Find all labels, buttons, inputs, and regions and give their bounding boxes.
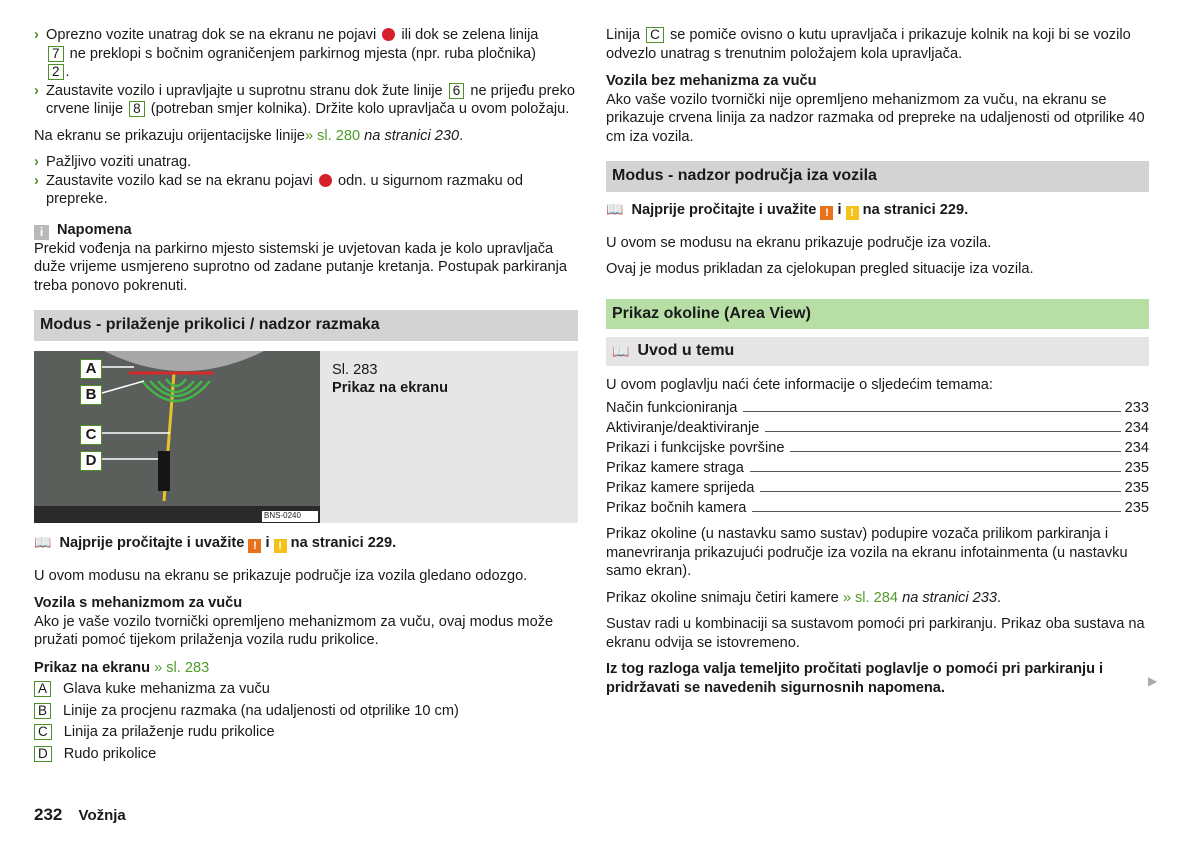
- callout-a: A: [80, 359, 102, 379]
- label-box: 6: [449, 83, 465, 99]
- legend-item: B Linije za procjenu razmaka (na udaljenosti od otprilike 10 cm): [34, 702, 578, 721]
- paragraph: U ovom modusu na ekranu se prikazuje područje iza vozila gledano odozgo.: [34, 567, 528, 584]
- subheading: Vozila s mehanizmom za vuču: [34, 595, 243, 611]
- figure-code: BNS-0240: [264, 510, 301, 520]
- subheading: Vozila bez mehanizma za vuču: [606, 73, 817, 89]
- caution-icon: !: [274, 539, 287, 553]
- book-icon: 📖: [606, 200, 624, 217]
- toc-entry[interactable]: Prikazi i funkcijske površine 234: [606, 439, 1149, 456]
- paragraph: Prikaz okoline snimaju četiri kamere » sl. 284 na stranici 233.: [606, 589, 1002, 606]
- toc-entry[interactable]: Prikaz bočnih kamera 235: [606, 499, 1149, 516]
- legend-item: A Glava kuke mehanizma za vuču: [34, 680, 578, 699]
- paragraph: Ako vaše vozilo tvornički nije opremljeno mehanizmom za vuču, na ekranu se prikazuje crvena linija za nadzor razmaka od prepreke na udaljenosti od otprilike 40 cm iza vozila.: [606, 91, 1145, 145]
- book-icon: 📖: [612, 343, 630, 359]
- bullet-item: › Pažljivo voziti unatrag.: [34, 154, 192, 170]
- legend-title: Prikaz na ekranu » sl. 283: [34, 659, 210, 676]
- paragraph: Linija C se pomiče ovisno o kutu upravljača i prikazuje kolnik na koji bi se vozilo odvezlo unatrag s trenutnim položajem kola upravljača.: [606, 27, 1131, 62]
- legend-item: D Rudo prikolice: [34, 745, 578, 764]
- paragraph: Na ekranu se prikazuju orijentacijske linije» sl. 280 na stranici 230.: [34, 127, 464, 144]
- label-box: 7: [48, 46, 64, 62]
- callout-c: C: [80, 425, 102, 445]
- page-footer: [34, 806, 126, 826]
- bullet-arrow-icon: ›: [34, 172, 39, 189]
- warning-icon: !: [820, 206, 833, 220]
- caution-icon: !: [846, 206, 859, 220]
- note-block: i Napomena Prekid vođenja na parkirno mjesto sistemski je uvjetovan kada je kolo upravljača duže vrijeme usmjereno suprotno od zadane putanje kretanja. Postupak parkiranja treba ponovo pokrenuti.: [34, 221, 567, 294]
- label-box: 8: [129, 101, 145, 117]
- page-number: 232: [34, 805, 63, 824]
- bullet-arrow-icon: ›: [34, 27, 39, 43]
- section-name: Vožnja: [78, 807, 126, 824]
- toc-entry[interactable]: Prikaz kamere straga 235: [606, 459, 1149, 476]
- bullet-arrow-icon: ›: [34, 154, 39, 170]
- paragraph: Sustav radi u kombinaciji sa sustavom pomoći pri parkiranju. Prikaz oba sustava na ekranu odvija se istovremeno.: [606, 616, 1145, 651]
- callout-b: B: [80, 385, 102, 405]
- toc-entry[interactable]: Način funkcioniranja 233: [606, 399, 1149, 416]
- paragraph: U ovom poglavlju naći ćete informacije o sljedećim temama:: [606, 376, 993, 393]
- stop-icon: [319, 174, 332, 187]
- paragraph: Ovaj je modus prikladan za cjelokupan pregled situacije iza vozila.: [606, 261, 1034, 277]
- figure-caption: Sl. 283 Prikaz na ekranu: [332, 361, 448, 396]
- legend-item: C Linija za prilaženje rudu prikolice: [34, 723, 578, 742]
- intro-heading: 📖 Uvod u temu: [606, 337, 1149, 366]
- label-box: C: [646, 27, 664, 43]
- paragraph: Prikaz okoline (u nastavku samo sustav) podupire vozača prilikom parkiranja i manevriranja prikazujući područje iza vozila na ekranu infotainmenta (u nastavku samo ekran).: [606, 526, 1128, 579]
- chapter-heading: Prikaz okoline (Area View): [606, 299, 1149, 330]
- figure-link[interactable]: » sl. 280: [304, 127, 361, 144]
- figure-283: [34, 351, 578, 523]
- bullet-item: › Zaustavite vozilo kad se na ekranu pojavi odn. u sigurnom razmaku od prepreke.: [34, 172, 523, 207]
- paragraph: Ako je vaše vozilo tvornički opremljeno mehanizmom za vuču, ovaj modus može pružati pomoć tijekom prilaženja vozila rudu prikolice.: [34, 613, 554, 648]
- paragraph: U ovom se modusu na ekranu prikazuje područje iza vozila.: [606, 234, 992, 251]
- left-column: [34, 26, 578, 763]
- toc-entry[interactable]: Prikaz kamere sprijeda 235: [606, 479, 1149, 496]
- toc-entry[interactable]: Aktiviranje/deaktiviranje 234: [606, 419, 1149, 436]
- bullet-arrow-icon: ›: [34, 82, 39, 99]
- paragraph: Iz tog razloga valja temeljito pročitati poglavlje o pomoći pri parkiranju i pridržavati se navedenih sigurnosnih napomena.: [606, 661, 1104, 696]
- warning-icon: !: [248, 539, 261, 553]
- section-heading: Modus - prilaženje prikolici / nadzor razmaka: [34, 310, 578, 341]
- bullet-item: › Oprezno vozite unatrag dok se na ekranu ne pojavi ili dok se zelena linija 7 ne preklopi s bočnim ograničenjem parkirnog mjesta (npr. ruba pločnika) 2 .: [34, 27, 539, 80]
- camera-screen-image: [34, 351, 320, 523]
- callout-d: D: [80, 451, 102, 471]
- bullet-item: › Zaustavite vozilo i upravljajte u suprotnu stranu dok žute linije 6 ne prijeđu preko crvene linije 8 (potreban smjer kolnika). Držite kolo upravljača u ovom položaju.: [34, 82, 575, 117]
- figure-link[interactable]: » sl. 284: [842, 589, 899, 606]
- continue-arrow-icon: ▶: [1148, 674, 1158, 688]
- toc-list: [606, 397, 1149, 517]
- label-box: 2: [48, 64, 64, 80]
- read-first-note: 📖 Najprije pročitajte i uvažite ! i ! na stranici 229.: [606, 200, 969, 219]
- figure-link[interactable]: » sl. 283: [154, 659, 210, 676]
- book-icon: 📖: [34, 533, 52, 550]
- stop-icon: [382, 28, 395, 41]
- right-column: [606, 26, 1149, 697]
- section-heading: Modus - nadzor područja iza vozila: [606, 161, 1149, 192]
- read-first-note: 📖 Najprije pročitajte i uvažite ! i ! na stranici 229.: [34, 533, 397, 552]
- info-icon: i: [34, 225, 49, 240]
